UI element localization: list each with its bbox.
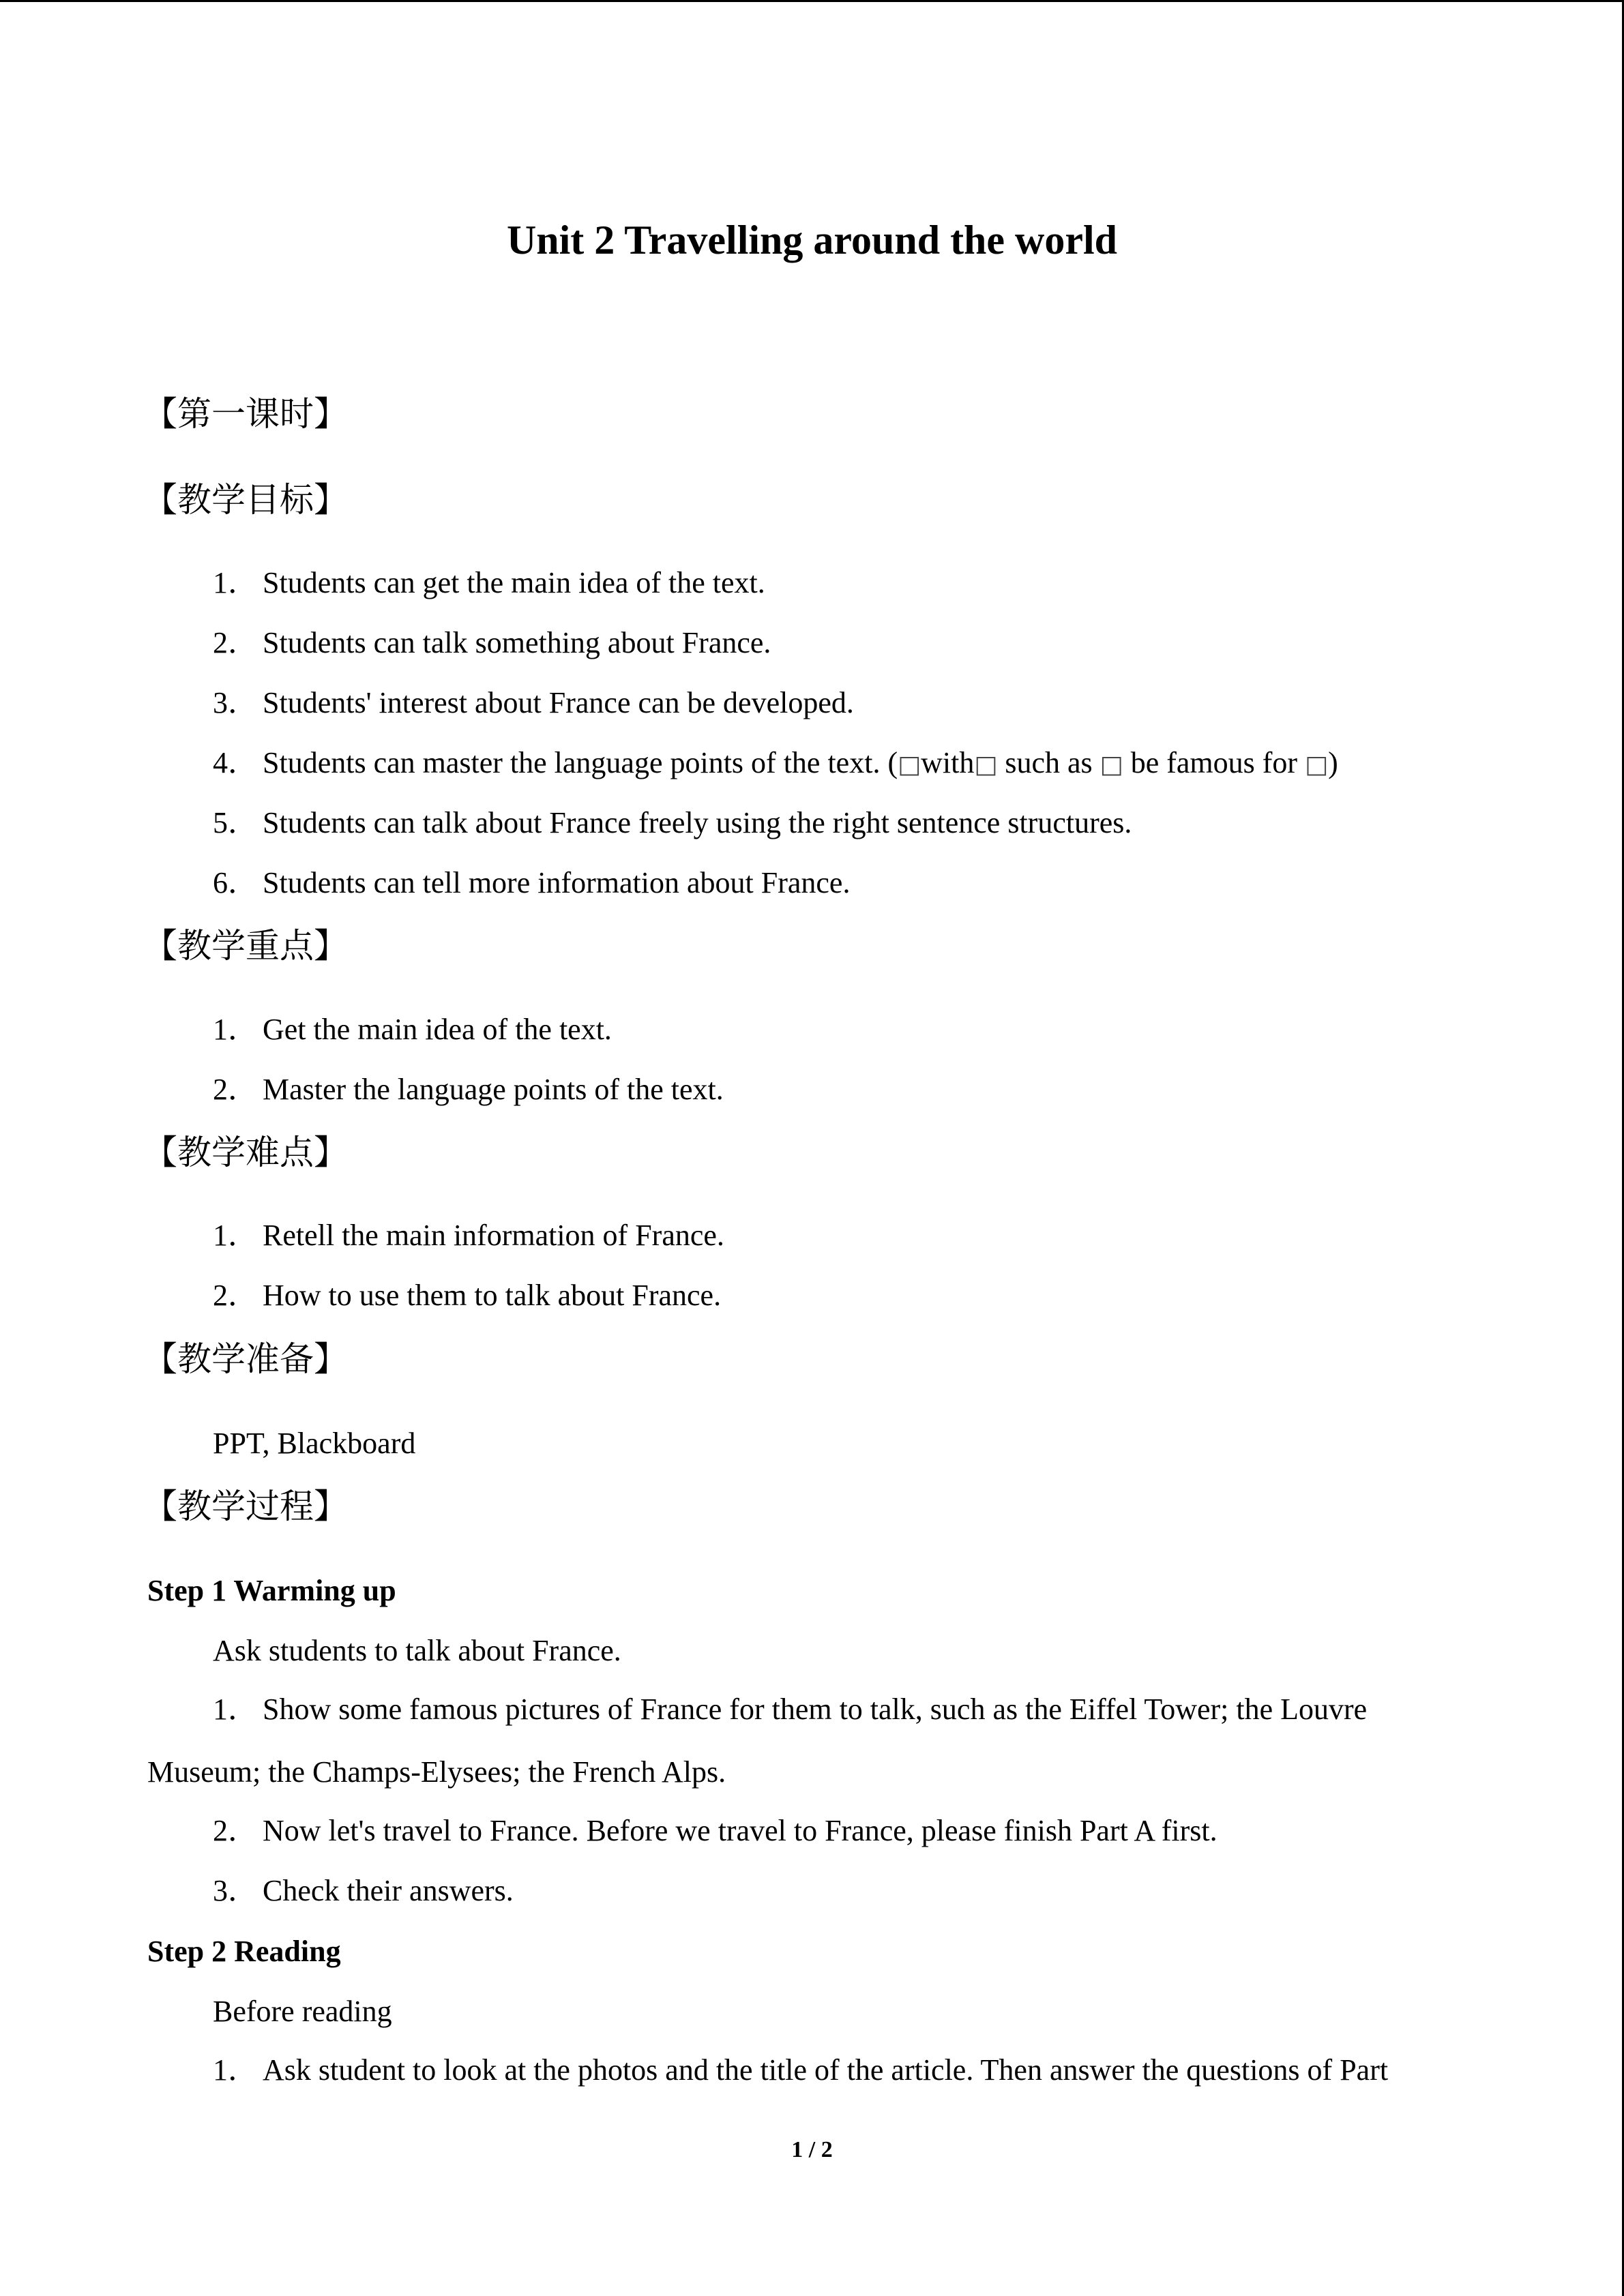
item-text: How to use them to talk about France. <box>263 1279 722 1312</box>
item-text: Now let's travel to France. Before we travel to France, please finish Part A first. <box>263 1814 1217 1847</box>
step-1-intro: Ask students to talk about France. <box>213 1634 621 1667</box>
step-1-item-continuation: Museum; the Champs-Elysees; the French Alps. <box>147 1755 726 1789</box>
item-text-part: with <box>921 746 975 779</box>
key-point-item <box>213 1069 724 1110</box>
step-2-intro: Before reading <box>213 1995 392 2028</box>
step-2-heading: Step 2 Reading <box>147 1935 341 1968</box>
item-text: Ask student to look at the photos and the title of the article. Then answer the questions of Part <box>263 2053 1389 2087</box>
step-1-item <box>213 1689 1367 1730</box>
item-number: 1． <box>213 2053 258 2087</box>
difficulties-heading: 【教学难点】 <box>143 1133 348 1172</box>
item-number: 2． <box>213 1279 258 1312</box>
step-1-heading: Step 1 Warming up <box>147 1574 396 1607</box>
item-number: 2． <box>213 1073 258 1106</box>
item-number: 3． <box>213 686 258 719</box>
item-text: Get the main idea of the text. <box>263 1013 612 1046</box>
item-text: Check their answers. <box>263 1874 514 1907</box>
item-number: 1． <box>213 1013 258 1046</box>
item-text-part: ) <box>1328 746 1338 779</box>
document-title: Unit 2 Travelling around the world <box>506 218 1118 263</box>
item-text: Students' interest about France can be developed. <box>263 686 854 719</box>
blank-box-icon: □ <box>974 751 998 779</box>
step-1-item <box>213 1810 1217 1851</box>
objectives-heading: 【教学目标】 <box>143 480 348 520</box>
item-number: 6． <box>213 866 258 899</box>
item-text: Master the language points of the text. <box>263 1073 724 1106</box>
page-number: 1 / 2 <box>791 2137 833 2162</box>
difficulty-item <box>213 1275 721 1316</box>
item-number: 5． <box>213 806 258 839</box>
blank-box-icon: □ <box>898 751 921 779</box>
objective-item <box>213 743 1338 786</box>
item-number: 3． <box>213 1874 258 1907</box>
item-text-part: such as <box>997 746 1100 779</box>
blank-box-icon: □ <box>1305 751 1329 779</box>
step-2-item <box>213 2050 1388 2091</box>
objective-item <box>213 863 850 904</box>
objective-item <box>213 683 854 724</box>
objective-item <box>213 803 1132 844</box>
item-text-part: be famous for <box>1123 746 1305 779</box>
lesson-heading: 【第一课时】 <box>143 394 348 434</box>
item-text: Show some famous pictures of France for them to talk, such as the Eiffel Tower; the Louvre <box>263 1693 1368 1726</box>
item-text: Students can talk something about France. <box>263 626 771 659</box>
item-text: Retell the main information of France. <box>263 1219 724 1252</box>
preparation-text: PPT, Blackboard <box>213 1427 416 1460</box>
item-text: Students can tell more information about France. <box>263 866 851 899</box>
item-number: 1． <box>213 1219 258 1252</box>
item-text: Students can get the main idea of the text. <box>263 566 765 599</box>
item-text-part: Students can master the language points of the text. ( <box>263 746 898 779</box>
item-number: 1． <box>213 1693 258 1726</box>
item-number: 1． <box>213 566 258 599</box>
process-heading: 【教学过程】 <box>143 1487 348 1526</box>
step-1-item <box>213 1870 514 1911</box>
item-number: 2． <box>213 1814 258 1847</box>
item-number: 4． <box>213 746 258 779</box>
objective-item <box>213 563 765 603</box>
key-points-heading: 【教学重点】 <box>143 926 348 966</box>
item-text: Students can talk about France freely using the right sentence structures. <box>263 806 1132 839</box>
preparation-heading: 【教学准备】 <box>143 1339 348 1379</box>
difficulty-item <box>213 1215 724 1256</box>
objective-item <box>213 623 771 664</box>
blank-box-icon: □ <box>1099 751 1123 779</box>
key-point-item <box>213 1009 612 1050</box>
item-number: 2． <box>213 626 258 659</box>
